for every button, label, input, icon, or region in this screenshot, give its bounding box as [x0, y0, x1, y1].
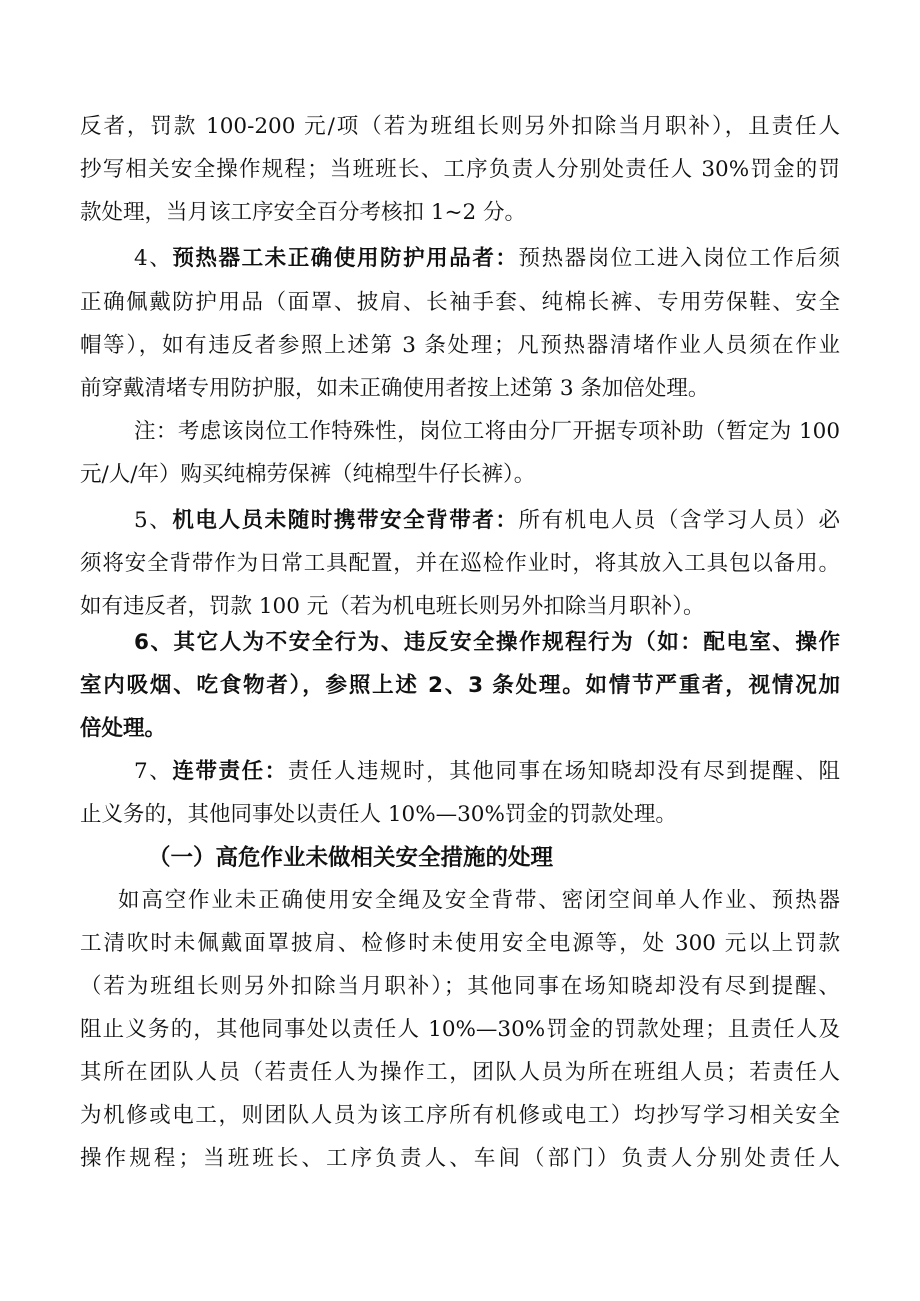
paragraph-line: 如有违反者，罚款 100 元（若为机电班长则另外扣除当月职补）。 — [80, 594, 705, 619]
paragraph-line: 元/人/年）购买纯棉劳保裤（纯棉型牛仔长裤）。 — [80, 462, 536, 487]
paragraph-line: 抄写相关安全操作规程；当班班长、工序负责人分别处责任人 30%罚金的罚 — [80, 157, 840, 182]
item-title: 连带责任： — [172, 759, 288, 784]
paragraph-line: 阻止义务的，其他同事处以责任人 10%—30%罚金的罚款处理；且责任人及 — [80, 1017, 840, 1042]
item-6-line: 6、其它人为不安全行为、违反安全操作规程行为（如：配电室、操作 — [134, 630, 840, 655]
note-line: 注：考虑该岗位工作特殊性，岗位工将由分厂开据专项补助（暂定为 100 — [134, 419, 840, 444]
paragraph-line: 须将安全背带作为日常工具配置，并在巡检作业时，将其放入工具包以备用。 — [80, 551, 840, 576]
item-7-first-line — [134, 751, 840, 793]
paragraph-line: 帽等），如有违反者参照上述第 3 条处理；凡预热器清堵作业人员须在作业 — [80, 333, 840, 358]
item-number: 4、 — [134, 246, 173, 271]
item-text: 所有机电人员（含学习人员）必 — [518, 508, 840, 533]
paragraph-line: 前穿戴清堵专用防护服，如未正确使用者按上述第 3 条加倍处理。 — [80, 376, 710, 401]
paragraph-line: 工清吹时未佩戴面罩披肩、检修时未使用安全电源等，处 300 元以上罚款 — [80, 931, 840, 956]
item-6-line: 室内吸烟、吃食物者），参照上述 2、3 条处理。如情节严重者，视情况加 — [80, 673, 840, 698]
paragraph-line: 其所在团队人员（若责任人为操作工，团队人员为所在班组人员；若责任人 — [80, 1060, 840, 1085]
item-4-first-line — [134, 238, 840, 280]
item-6-line: 倍处理。 — [80, 716, 167, 741]
item-title: 机电人员未随时携带安全背带者： — [172, 508, 519, 533]
section-heading: （一）高危作业未做相关安全措施的处理 — [148, 845, 554, 871]
paragraph-line: 正确佩戴防护用品（面罩、披肩、长袖手套、纯棉长裤、专用劳保鞋、安全 — [80, 290, 840, 315]
item-text: 预热器岗位工进入岗位工作后须 — [518, 246, 840, 271]
paragraph-line: 止义务的，其他同事处以责任人 10%—30%罚金的罚款处理。 — [80, 802, 677, 827]
paragraph-line: 如高空作业未正确使用安全绳及安全背带、密闭空间单人作业、预热器 — [118, 888, 840, 913]
item-text: 责任人违规时，其他同事在场知晓却没有尽到提醒、阻 — [287, 759, 840, 784]
item-5-first-line — [134, 500, 840, 542]
item-number: 7、 — [134, 759, 173, 784]
paragraph-line: 操作规程；当班班长、工序负责人、车间（部门）负责人分别处责任人 — [80, 1146, 840, 1171]
paragraph-line: （若为班组长则另外扣除当月职补）；其他同事在场知晓却没有尽到提醒、 — [80, 974, 840, 999]
paragraph-line: 款处理，当月该工序安全百分考核扣 1~2 分。 — [80, 200, 527, 225]
paragraph-line: 为机修或电工，则团队人员为该工序所有机修或电工）均抄写学习相关安全 — [80, 1103, 840, 1128]
paragraph-line: 反者，罚款 100-200 元/项（若为班组长则另外扣除当月职补），且责任人 — [80, 114, 840, 139]
item-number: 5、 — [134, 508, 173, 533]
item-title: 预热器工未正确使用防护用品者： — [172, 246, 519, 271]
